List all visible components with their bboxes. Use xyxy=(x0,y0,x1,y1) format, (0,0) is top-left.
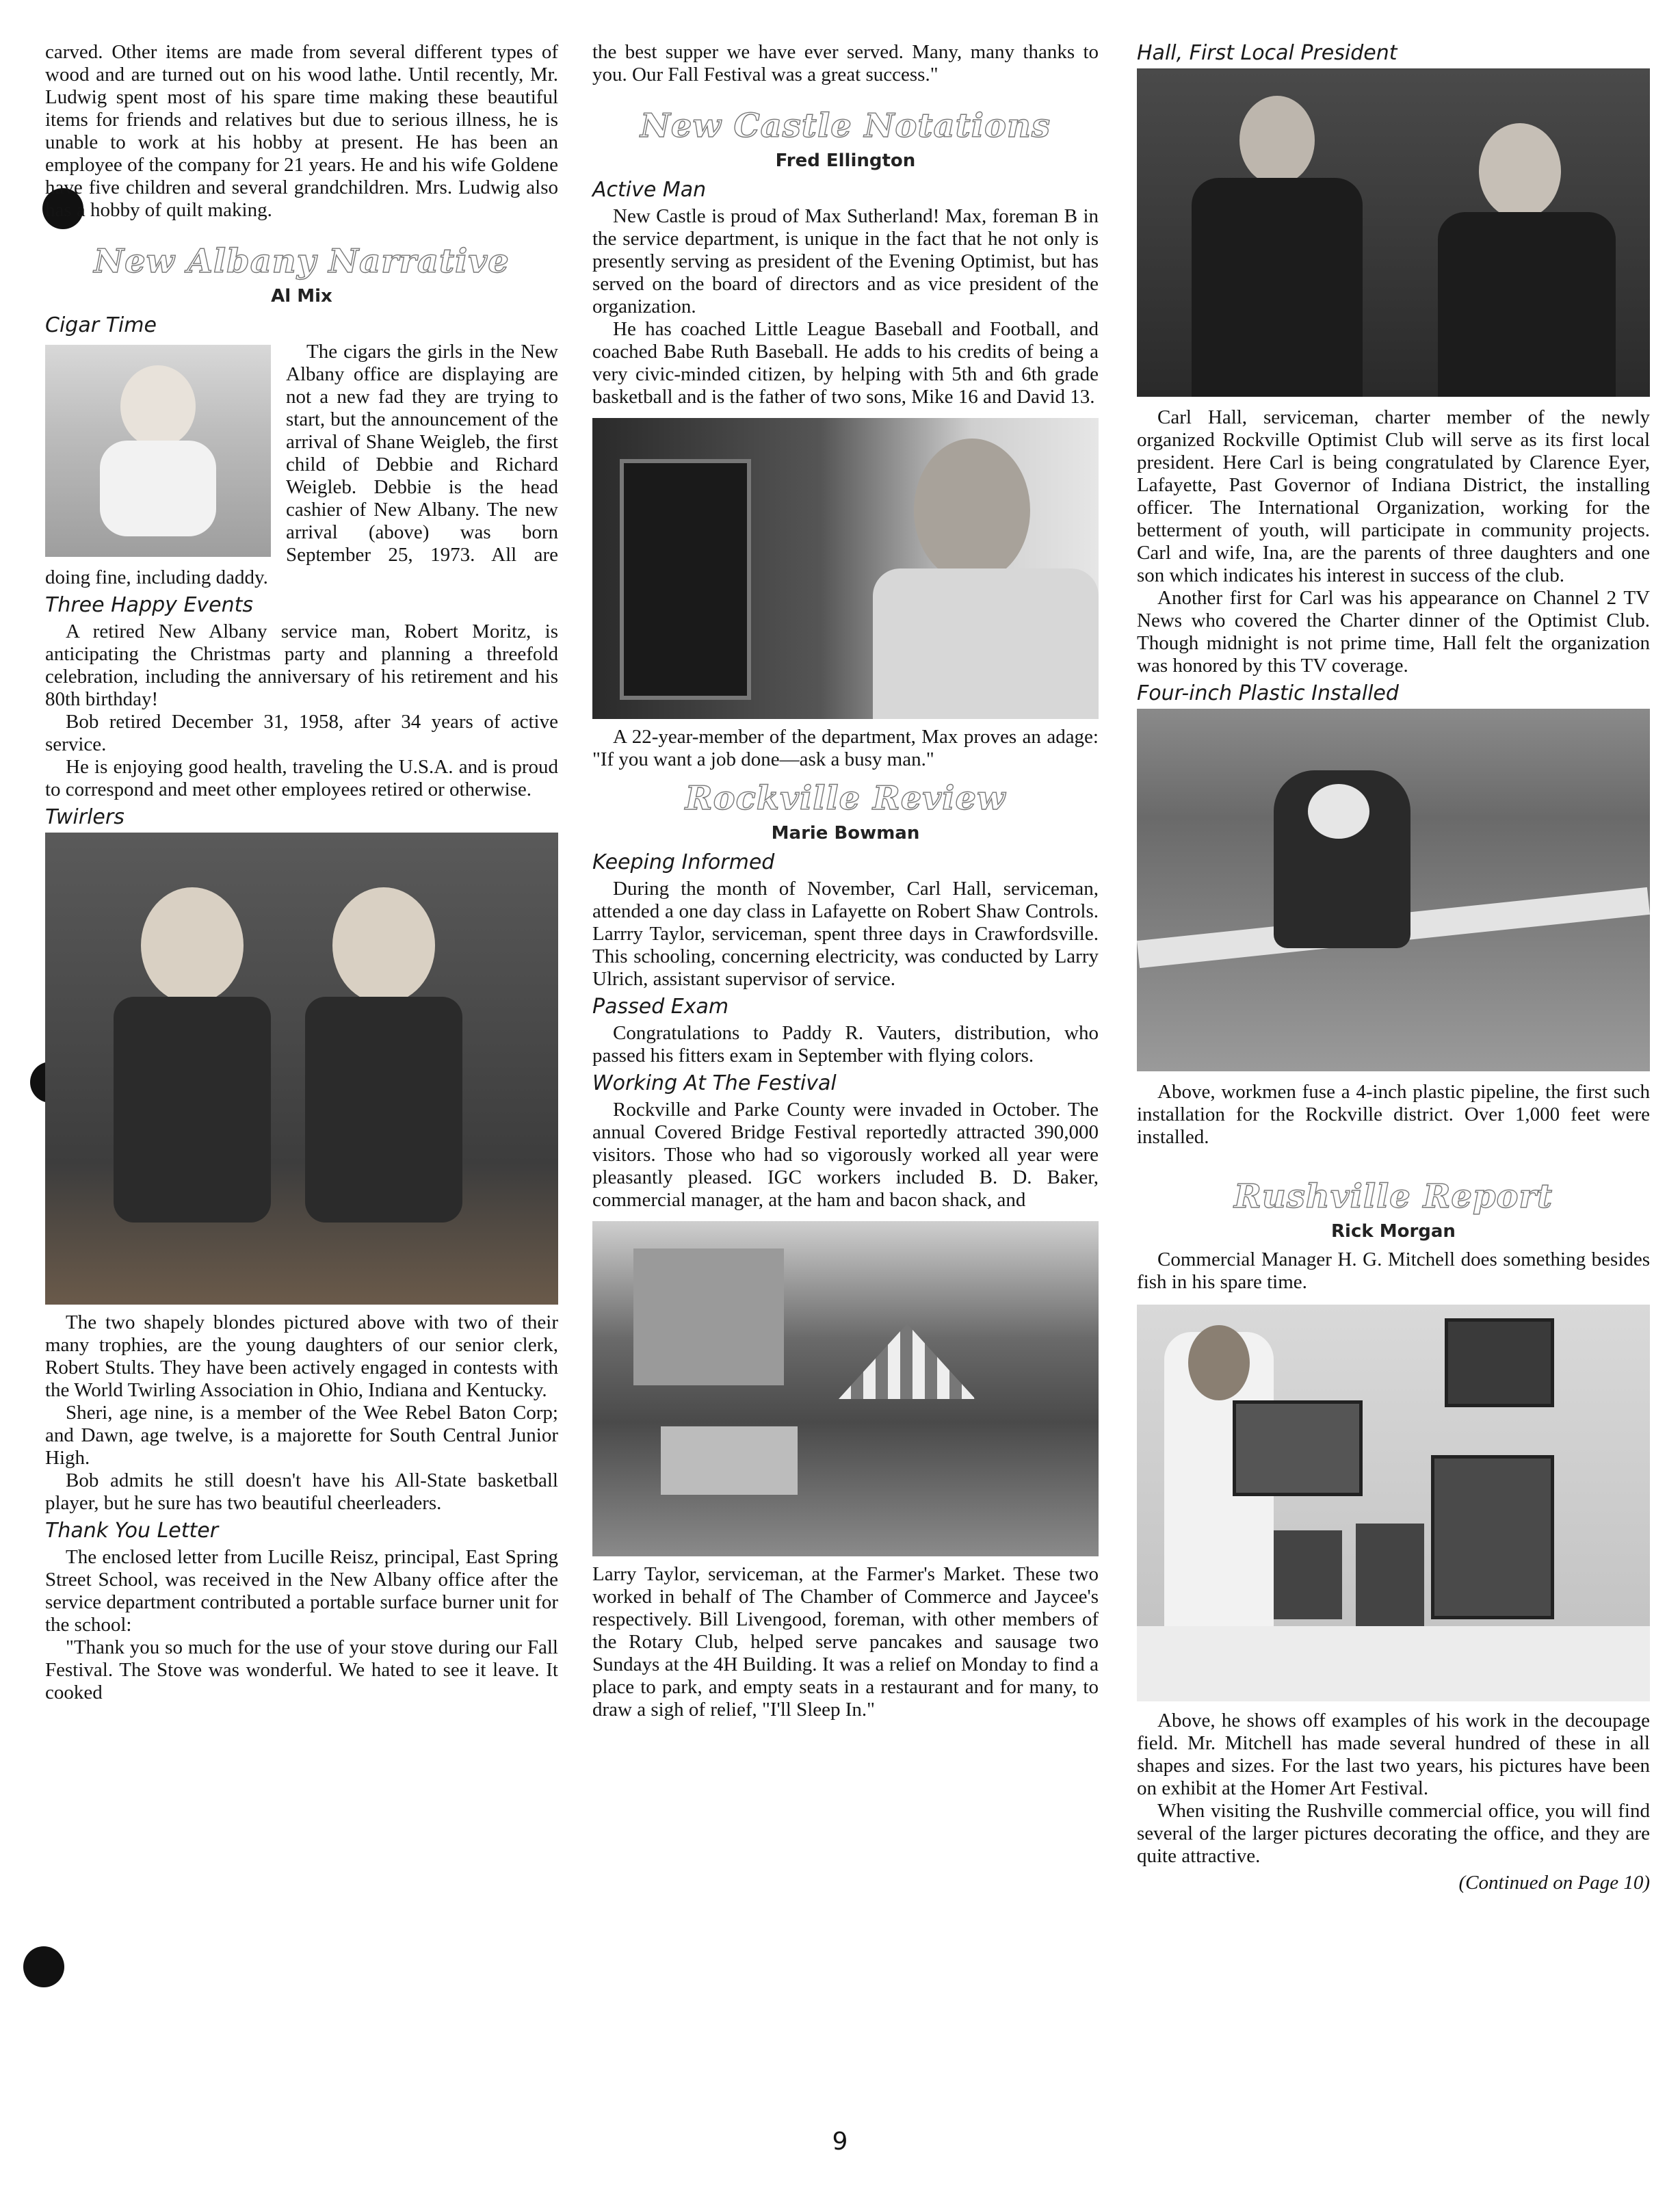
twirlers-p3: Bob admits he still doesn't have his All-State basketball player, but he sure has two beautiful cheerleaders. xyxy=(45,1469,558,1514)
three-events-p3: He is enjoying good health, traveling the U.S.A. and is proud to correspond and meet other employees retired or otherwise. xyxy=(45,756,558,800)
byline-new-albany: Al Mix xyxy=(271,286,332,306)
page-number: 9 xyxy=(832,2128,848,2156)
thanks-p2: "Thank you so much for the use of your stove during our Fall Festival. The Stove was wonderful. We hated to see it leave. It cooked xyxy=(45,1636,558,1703)
active-man-p1: New Castle is proud of Max Sutherland! Max, foreman B in the service department, is unique in the fact that he not only is presently serving as president of the Evening Optimist, but has served on the board of directors and as vice president of the organization. xyxy=(592,205,1099,317)
subhead-passed-exam: Passed Exam xyxy=(592,995,729,1019)
byline-rockville: Marie Bowman xyxy=(771,823,920,844)
section-title-rushville: Rushville Report xyxy=(1233,1177,1553,1216)
byline-new-castle: Fred Ellington xyxy=(775,151,916,171)
subhead-cigar-time: Cigar Time xyxy=(45,313,157,337)
cigar-time-text: The cigars the girls in the New Albany office are displaying are not a new fad they are trying to start, but the announcement of the arrival of Shane Weigleb, the first child of Debbie and Richard Weigleb. Debbie is the head cashier of New Albany. The new arrival (above) was born September 25, 1973. All are doing fine, including daddy. xyxy=(45,341,558,588)
hall-handshake-photo xyxy=(1137,68,1650,397)
max-sutherland-photo xyxy=(592,418,1099,719)
three-events-p2: Bob retired December 31, 1958, after 34 years of active service. xyxy=(45,711,558,755)
section-title-new-albany: New Albany Narrative xyxy=(94,242,510,280)
active-man-p2: He has coached Little League Baseball and Football, and coached Babe Ruth Baseball. He adds to his credits of being a very civic-minded citizen, by helping with 5th and 6th grade basketball and is the father of two sons, Mike 16 and David 13. xyxy=(592,318,1099,408)
plastic-caption: Above, workmen fuse a 4-inch plastic pipeline, the first such installation for the Rockville district. Over 1,000 feet were installed. xyxy=(1137,1081,1650,1148)
decoupage-display-photo xyxy=(1137,1305,1650,1701)
letter-continued-text: the best supper we have ever served. Many, many thanks to you. Our Fall Festival was a great success." xyxy=(592,41,1099,86)
keeping-informed-text: During the month of November, Carl Hall, serviceman, attended a one day class in Lafayette on Robert Shaw Controls. Larrry Taylor, serviceman, spent three days in Crawfordsville. This schooling, concerning electricity, was conducted by Larry Ulrich, assistant supervisor of service. xyxy=(592,878,1099,990)
subhead-three-happy-events: Three Happy Events xyxy=(45,593,254,617)
festival-crowd-photo xyxy=(592,1221,1099,1556)
ludwig-continued-text: carved. Other items are made from several different types of wood and are turned out on his wood lathe. Until recently, Mr. Ludwig spent most of his spare time making these beautiful items for friends and relatives but due to serious illness, he is unable to work at his hobby at present. He has been an employee of the company for 21 years. He and his wife Goldene have five children and several grandchildren. Mrs. Ludwig also has a hobby of quilt making. xyxy=(45,41,558,221)
binder-hole-bottom xyxy=(23,1946,64,1987)
column-1 xyxy=(45,41,558,1704)
twirlers-p1: The two shapely blondes pictured above with two of their many trophies, are the young daughters of our senior clerk, Robert Stults. They have been actively engaged in contests with the World Twirling Association in Ohio, Indiana and Kentucky. xyxy=(45,1311,558,1401)
column-3 xyxy=(1137,41,1650,1894)
max-photo-caption: A 22-year-member of the department, Max proves an adage: "If you want a job done—ask a busy man." xyxy=(592,726,1099,770)
three-events-p1: A retired New Albany service man, Robert Moritz, is anticipating the Christmas party and planning a threefold celebration, including the anniversary of his retirement and his 80th birthday! xyxy=(45,620,558,710)
thanks-p1: The enclosed letter from Lucille Reisz, principal, East Spring Street School, was received in the New Albany office after the service department contributed a portable surface burner unit for the school: xyxy=(45,1546,558,1636)
twirlers-p2: Sheri, age nine, is a member of the Wee Rebel Baton Corp; and Dawn, age twelve, is a majorette for South Central Junior High. xyxy=(45,1402,558,1469)
subhead-active-man: Active Man xyxy=(592,178,707,202)
rushville-p2: Above, he shows off examples of his work in the decoupage field. Mr. Mitchell has made several hundred of these in all shapes and sizes. For the last two years, his pictures have been on exhibit at the Homer Art Festival. xyxy=(1137,1710,1650,1799)
rushville-p1: Commercial Manager H. G. Mitchell does something besides fish in his spare time. xyxy=(1137,1249,1650,1293)
baby-photo xyxy=(45,345,271,557)
section-title-rockville: Rockville Review xyxy=(685,779,1006,818)
byline-rushville: Rick Morgan xyxy=(1331,1221,1456,1242)
rushville-p3: When visiting the Rushville commercial office, you will find several of the larger pictures decorating the office, and they are quite attractive. xyxy=(1137,1800,1650,1867)
festival-p1: Rockville and Parke County were invaded in October. The annual Covered Bridge Festival reportedly attracted 390,000 visitors. Those who had so vigorously worked all year were pleasantly pleased. IGC workers included B. D. Baker, commercial manager, at the ham and bacon shack, and xyxy=(592,1099,1099,1211)
passed-exam-text: Congratulations to Paddy R. Vauters, distribution, who passed his fitters exam in September with flying colors. xyxy=(592,1022,1099,1067)
festival-p2: Larry Taylor, serviceman, at the Farmer's Market. These two worked in behalf of The Chamber of Commerce and Jaycee's respectively. Bill Livengood, foreman, with other members of the Rotary Club, helped serve pancakes and sausage two Sundays at the 4H Building. It was a relief on Monday to find a place to park, and empty seats in a restaurant and for many, to draw a sigh of relief, "I'll Sleep In." xyxy=(592,1563,1099,1721)
twirlers-photo xyxy=(45,833,558,1305)
subhead-keeping-informed: Keeping Informed xyxy=(592,850,775,874)
hall-p2: Another first for Carl was his appearance on Channel 2 TV News who covered the Charter dinner of the Optimist Club. Though midnight is not prime time, Hall felt the organization was honored by this TV coverage. xyxy=(1137,587,1650,677)
subhead-twirlers: Twirlers xyxy=(45,805,124,829)
subhead-plastic-installed: Four-inch Plastic Installed xyxy=(1137,681,1399,705)
continued-note: (Continued on Page 10) xyxy=(1458,1872,1650,1894)
hall-p1: Carl Hall, serviceman, charter member of the newly organized Rockville Optimist Club will serve as its first local president. Here Carl is being congratulated by Clarence Eyer, Lafayette, Past Governor of Indiana District, the installing officer. The International Organization, working for the betterment of youth, will participate in community projects. Carl and wife, Ina, are the parents of three daughters and one son which indicates his interest in success of the club. xyxy=(1137,406,1650,586)
pipeline-workers-photo xyxy=(1137,709,1650,1071)
subhead-thank-you-letter: Thank You Letter xyxy=(45,1519,219,1543)
column-2 xyxy=(592,41,1099,1721)
subhead-working-festival: Working At The Festival xyxy=(592,1071,837,1095)
section-title-new-castle: New Castle Notations xyxy=(640,107,1051,145)
subhead-hall-president: Hall, First Local President xyxy=(1137,41,1397,65)
